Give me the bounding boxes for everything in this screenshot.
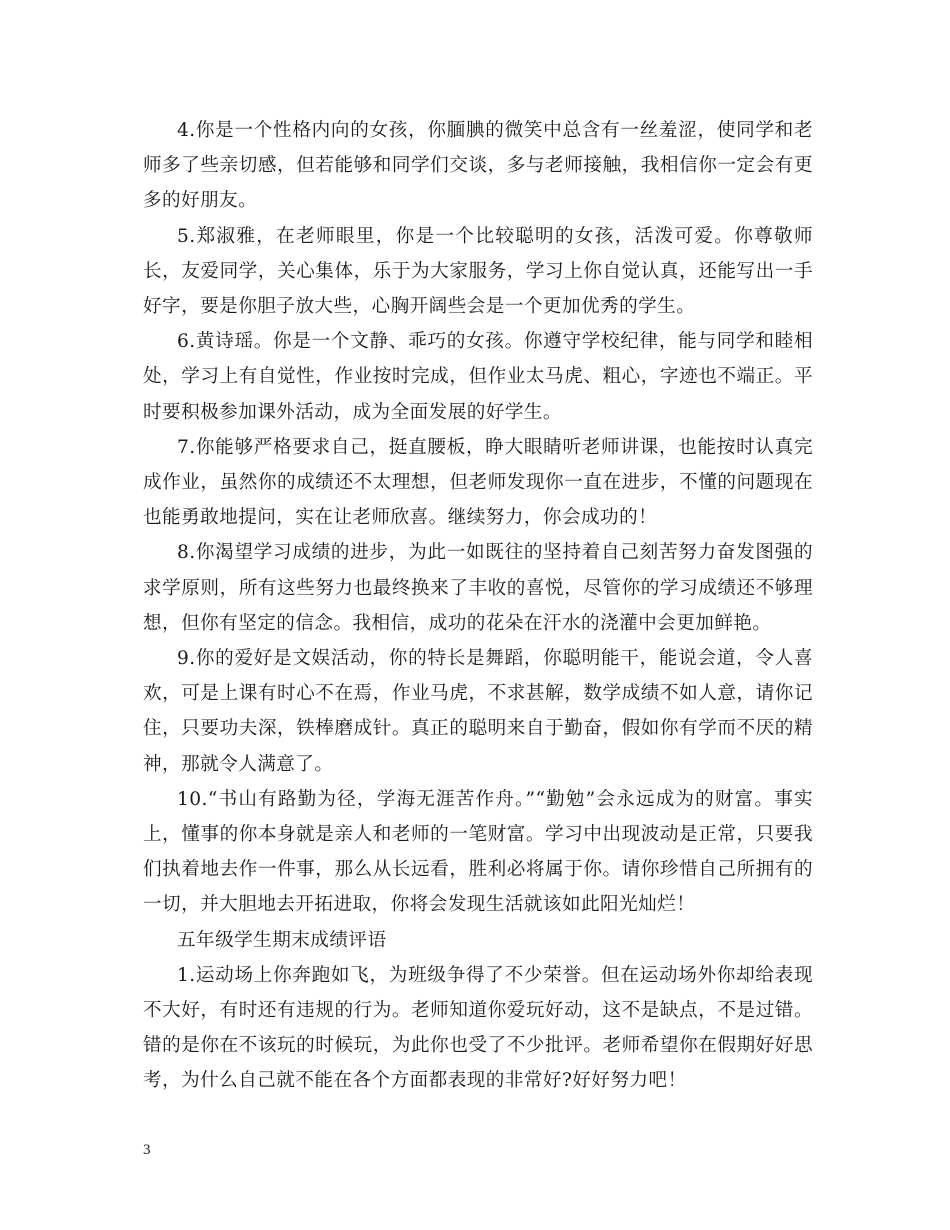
comment-paragraph-5: 5.郑淑雅，在老师眼里，你是一个比较聪明的女孩，活泼可爱。你尊敬师长，友爱同学，关心集体，乐于为大家服务，学习上你自觉认真，还能写出一手好字，要是你胆子放大些，心胸开阔些会是一个更加优秀的学生。	[143, 225, 813, 318]
comment-paragraph-9: 9.你的爱好是文娱活动，你的特长是舞蹈，你聪明能干，能说会道，令人喜欢，可是上课有时心不在焉，作业马虎，不求甚解，数学成绩不如人意，请你记住，只要功夫深，铁棒磨成针。真正的聪明来自于勤奋，假如你有学而不厌的精神，那就令人满意了。	[143, 648, 813, 775]
comment-paragraph-4: 4.你是一个性格内向的女孩，你腼腆的微笑中总含有一丝羞涩，使同学和老师多了些亲切感，但若能够和同学们交谈，多与老师接触，我相信你一定会有更多的好朋友。	[143, 120, 813, 212]
comment-paragraph-7: 7.你能够严格要求自己，挺直腰板，睁大眼睛听老师讲课，也能按时认真完成作业，虽然你的成绩还不太理想，但老师发现你一直在进步，不懂的问题现在也能勇敢地提问，实在让老师欣喜。继续努力，你会成功的！	[143, 436, 813, 529]
page-number: 3	[143, 1142, 151, 1158]
section-heading: 五年级学生期末成绩评语	[177, 929, 387, 951]
comment-paragraph-1: 1.运动场上你奔跑如飞，为班级争得了不少荣誉。但在运动场外你却给表现不大好，有时还有违规的行为。老师知道你爱玩好动，这不是缺点，不是过错。错的是你在不该玩的时候玩，为此你也受了不少批评。老师希望你在假期好好思考，为什么自己就不能在各个方面都表现的非常好?好好努力吧！	[143, 964, 813, 1092]
comment-paragraph-6: 6.黄诗瑶。你是一个文静、乖巧的女孩。你遵守学校纪律，能与同学和睦相处，学习上有自觉性，作业按时完成，但作业太马虎、粗心，字迹也不端正。平时要积极参加课外活动，成为全面发展的好学生。	[143, 331, 813, 423]
document-body	[143, 113, 813, 1099]
comment-paragraph-8: 8.你渴望学习成绩的进步，为此一如既往的坚持着自己刻苦努力奋发图强的求学原则，所有这些努力也最终换来了丰收的喜悦，尽管你的学习成绩还不够理想，但你有坚定的信念。我相信，成功的花朵在汗水的浇灌中会更加鲜艳。	[143, 542, 813, 634]
comment-paragraph-10: 10.“书山有路勤为径，学海无涯苦作舟。”“勤勉”会永远成为的财富。事实上，懂事的你本身就是亲人和老师的一笔财富。学习中出现波动是正常，只要我们执着地去作一件事，那么从长远看，胜利必将属于你。请你珍惜自己所拥有的一切，并大胆地去开拓进取，你将会发现生活就该如此阳光灿烂！	[143, 788, 813, 916]
